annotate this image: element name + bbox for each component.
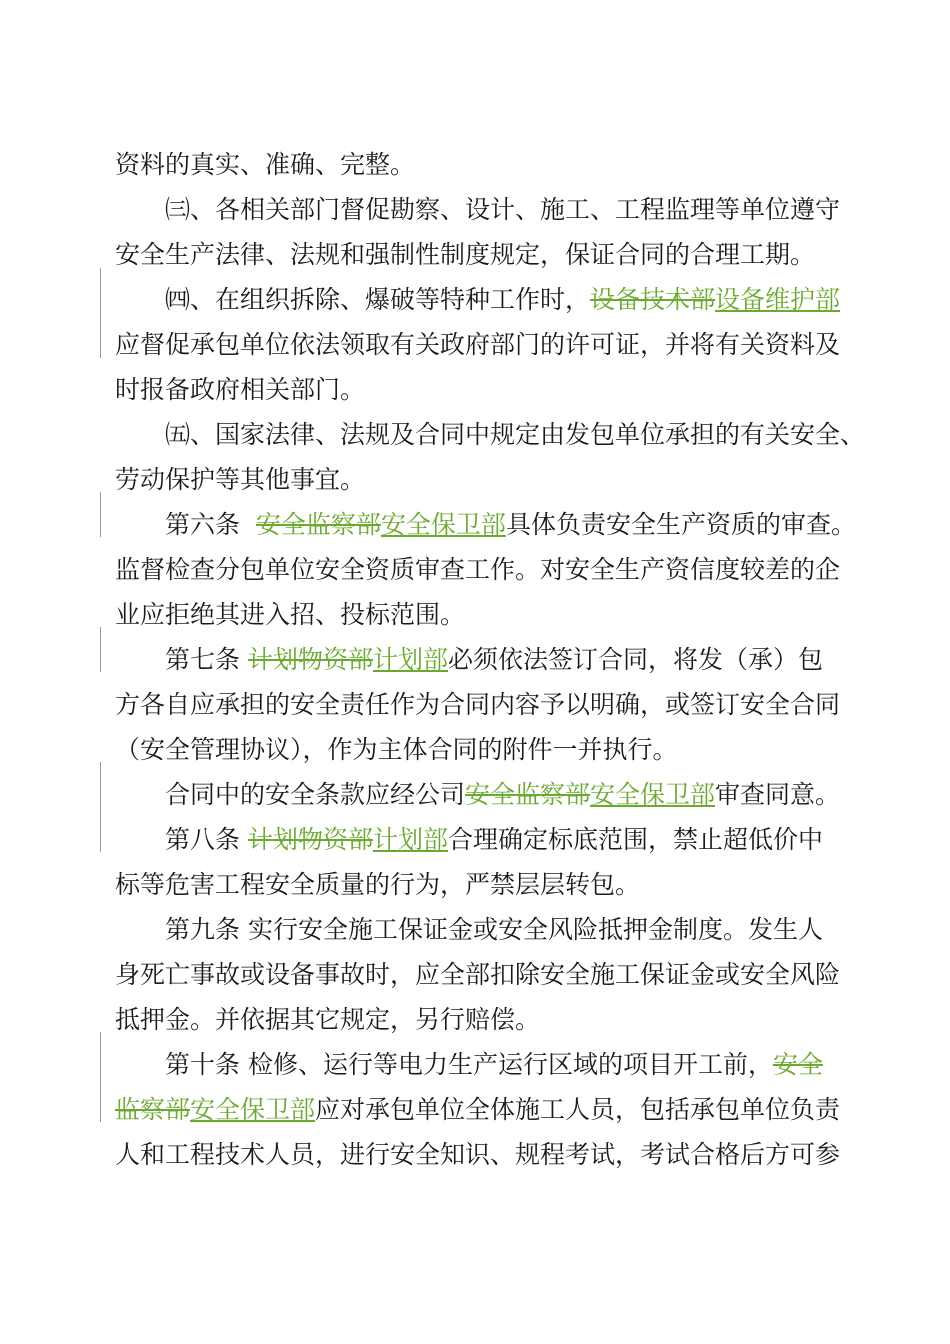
text-line xyxy=(115,772,865,817)
change-bar xyxy=(100,627,101,672)
text-line xyxy=(115,277,865,322)
inserted-text: 安全保卫部 xyxy=(380,510,506,539)
deleted-text: 设备技术部 xyxy=(590,285,716,314)
text-line: （安全管理协议），作为主体合同的附件一并执行。 xyxy=(115,735,678,764)
inserted-text: 计划部 xyxy=(372,825,448,854)
text-run: ㈣、在组织拆除、爆破等特种工作时， xyxy=(165,285,591,314)
text-line xyxy=(115,1087,865,1132)
text-line xyxy=(115,637,865,682)
change-bar xyxy=(100,762,101,852)
paragraph xyxy=(115,412,865,502)
text-line: 监督检查分包单位安全资质审查工作。对安全生产资信度较差的企 xyxy=(115,555,841,584)
paragraph xyxy=(115,907,865,1042)
inserted-text: 安全保卫部 xyxy=(590,780,716,809)
text-run: 合理确定标底范围，禁止超低价中 xyxy=(447,825,823,854)
change-bar xyxy=(100,268,101,358)
text-run: 必须依法签订合同，将发（承）包 xyxy=(447,645,823,674)
deleted-text: 安全 xyxy=(772,1050,823,1079)
paragraph xyxy=(115,637,865,772)
text-line: ㈤、国家法律、法规及合同中规定由发包单位承担的有关安全、 xyxy=(165,420,866,449)
deleted-text: 监察部 xyxy=(115,1095,191,1124)
text-line: 劳动保护等其他事宜。 xyxy=(115,465,366,494)
text-line: 资料的真实、准确、完整。 xyxy=(115,150,416,179)
text-line: ㈢、各相关部门督促勘察、设计、施工、工程监理等单位遵守 xyxy=(165,195,841,224)
text-line: 第九条 实行安全施工保证金或安全风险抵押金制度。发生人 xyxy=(165,915,823,944)
paragraph xyxy=(115,277,865,412)
text-run: 第六条 xyxy=(165,510,256,539)
text-run: 具体负责安全生产资质的审查。 xyxy=(505,510,856,539)
change-bar xyxy=(100,492,101,537)
text-line: 标等危害工程安全质量的行为，严禁层层转包。 xyxy=(115,870,641,899)
text-line: 应督促承包单位依法领取有关政府部门的许可证，并将有关资料及 xyxy=(115,330,841,359)
paragraph xyxy=(115,142,865,187)
text-line xyxy=(115,1042,865,1087)
text-line: 人和工程技术人员，进行安全知识、规程考试，考试合格后方可参 xyxy=(115,1140,841,1169)
deleted-text: 计划物资部 xyxy=(247,645,373,674)
text-line xyxy=(115,502,865,547)
text-line: 方各自应承担的安全责任作为合同内容予以明确，或签订安全合同 xyxy=(115,690,841,719)
text-line: 时报备政府相关部门。 xyxy=(115,375,366,404)
text-run: 第八条 xyxy=(165,825,248,854)
paragraph xyxy=(115,1042,865,1177)
text-line: 抵押金。并依据其它规定，另行赔偿。 xyxy=(115,1005,541,1034)
text-run: 应对承包单位全体施工人员，包括承包单位负责 xyxy=(315,1095,841,1124)
inserted-text: 设备维护部 xyxy=(715,285,841,314)
text-run: 合同中的安全条款应经公司 xyxy=(165,780,466,809)
text-line: 业应拒绝其进入招、投标范围。 xyxy=(115,600,466,629)
change-bar xyxy=(100,1032,101,1122)
paragraph xyxy=(115,817,865,907)
text-run: 第七条 xyxy=(165,645,248,674)
inserted-text: 安全保卫部 xyxy=(190,1095,316,1124)
paragraph xyxy=(115,502,865,637)
deleted-text: 安全监察部 xyxy=(255,510,381,539)
inserted-text: 计划部 xyxy=(372,645,448,674)
paragraph xyxy=(115,772,865,817)
deleted-text: 计划物资部 xyxy=(247,825,373,854)
text-line xyxy=(115,817,865,862)
deleted-text: 安全监察部 xyxy=(465,780,591,809)
text-line: 身死亡事故或设备事故时，应全部扣除安全施工保证金或安全风险 xyxy=(115,960,841,989)
paragraph xyxy=(115,187,865,277)
text-run: 第十条 检修、运行等电力生产运行区域的项目开工前， xyxy=(165,1050,773,1079)
text-line: 安全生产法律、法规和强制性制度规定，保证合同的合理工期。 xyxy=(115,240,816,269)
text-run: 审查同意。 xyxy=(715,780,841,809)
